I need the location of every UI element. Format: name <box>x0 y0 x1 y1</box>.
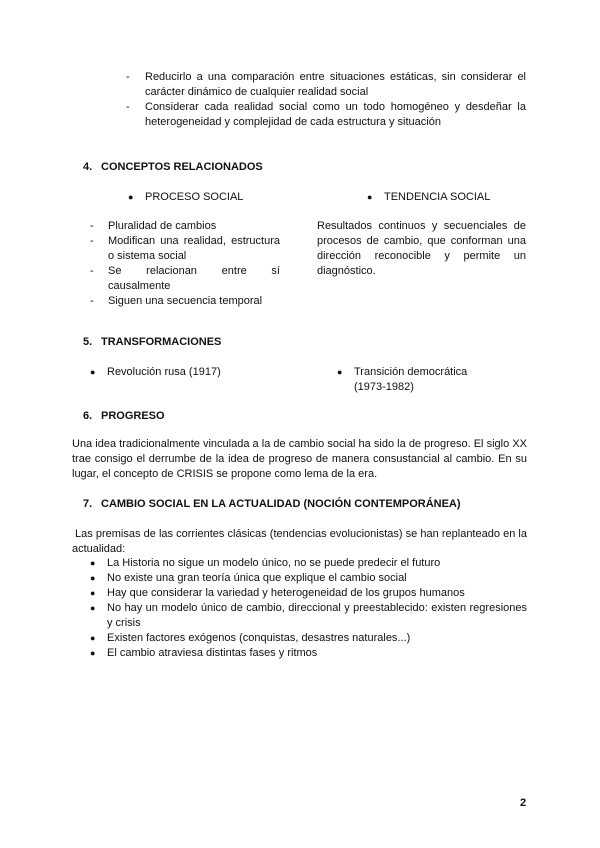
section-title: CONCEPTOS RELACIONADOS <box>101 161 263 173</box>
list-item-text: Pluralidad de cambios <box>108 220 217 232</box>
proceso-social-list <box>90 219 280 309</box>
list-item-text: La Historia no sigue un modelo único, no se puede predecir el futuro <box>107 557 441 569</box>
list-item-text: Se relacionan entre sí causalmente <box>108 265 280 292</box>
section-7-heading <box>83 497 461 512</box>
section-number: 4. <box>83 161 93 173</box>
bullet-icon: ● <box>90 633 96 643</box>
intro-item-text: Considerar cada realidad social como un todo homogéneo y desdeñar la heterogeneidad y complejidad de cada estructura y situación <box>145 101 526 128</box>
tendencia-social-heading <box>367 190 547 205</box>
list-item <box>90 219 280 234</box>
column-heading: TENDENCIA SOCIAL <box>384 191 491 203</box>
intro-item-text: Reducirlo a una comparación entre situaciones estáticas, sin considerar el carácter dinámico de cualquier realidad social <box>145 71 526 98</box>
section-number: 5. <box>83 336 93 348</box>
bullet-icon: ● <box>90 573 96 583</box>
list-item <box>90 234 280 264</box>
bullet-icon: ● <box>337 367 343 377</box>
list-item-text: No existe una gran teoría única que explique el cambio social <box>107 572 407 584</box>
list-item <box>90 294 280 309</box>
transformacion-item <box>337 365 477 395</box>
list-item <box>90 646 527 661</box>
section-title: TRANSFORMACIONES <box>101 336 222 348</box>
list-item <box>90 631 527 646</box>
bullet-icon: ● <box>90 558 96 568</box>
list-item-text: Hay que considerar la variedad y heterogeneidad de los grupos humanos <box>107 587 465 599</box>
section-7-intro: Las premisas de las corrientes clásicas (tendencias evolucionistas) se han replanteado en la actualidad: <box>72 528 527 555</box>
bullet-icon: ● <box>90 367 96 377</box>
section-6-heading <box>83 409 165 424</box>
tendencia-social-text: Resultados continuos y secuenciales de procesos de cambio, que conforman una dirección reconocible y permite un diagnóstico. <box>317 220 526 277</box>
dash-marker: - <box>90 295 94 307</box>
dash-marker: - <box>126 101 130 113</box>
dash-marker: - <box>90 220 94 232</box>
section-number: 7. <box>83 498 93 510</box>
page-number: 2 <box>520 797 527 809</box>
list-item <box>90 586 527 601</box>
list-item <box>90 571 527 586</box>
column-heading: PROCESO SOCIAL <box>145 191 244 203</box>
list-item-text: No hay un modelo único de cambio, direccional y preestablecido: existen regresiones y crisis <box>107 602 527 629</box>
bullet-icon: ● <box>90 588 96 598</box>
bullet-icon: ● <box>367 192 373 202</box>
bullet-icon: ● <box>90 603 96 613</box>
list-item-text: Siguen una secuencia temporal <box>108 295 263 307</box>
transformacion-item <box>90 365 290 380</box>
bullet-icon: ● <box>90 648 96 658</box>
proceso-social-heading <box>128 190 308 205</box>
list-item-text: Existen factores exógenos (conquistas, desastres naturales...) <box>107 632 411 644</box>
list-item-text: El cambio atraviesa distintas fases y ritmos <box>107 647 318 659</box>
section-number: 6. <box>83 410 93 422</box>
list-item <box>90 601 527 631</box>
intro-item <box>126 100 526 130</box>
bullet-icon: ● <box>128 192 134 202</box>
dash-marker: - <box>90 235 94 247</box>
section-title: CAMBIO SOCIAL EN LA ACTUALIDAD (NOCIÓN CONTEMPORÁNEA) <box>101 498 461 510</box>
list-item <box>90 556 527 571</box>
transformacion-text: Transición democrática (1973-1982) <box>354 366 468 393</box>
dash-marker: - <box>126 71 130 83</box>
progreso-paragraph: Una idea tradicionalmente vinculada a la de cambio social ha sido la de progreso. El siglo XX trae consigo el derrumbe de la idea de progreso de manera consustancial al cambio. En su lugar, el concepto de CRISIS se propone como lema de la era. <box>72 438 527 480</box>
premisas-list <box>90 556 527 661</box>
intro-item <box>126 70 526 100</box>
dash-marker: - <box>90 265 94 277</box>
transformacion-text: Revolución rusa (1917) <box>107 366 221 378</box>
section-5-heading <box>83 335 221 350</box>
list-item <box>90 264 280 294</box>
section-title: PROGRESO <box>101 410 165 422</box>
section-4-heading <box>83 160 263 175</box>
list-item-text: Modifican una realidad, estructura o sistema social <box>108 235 280 262</box>
